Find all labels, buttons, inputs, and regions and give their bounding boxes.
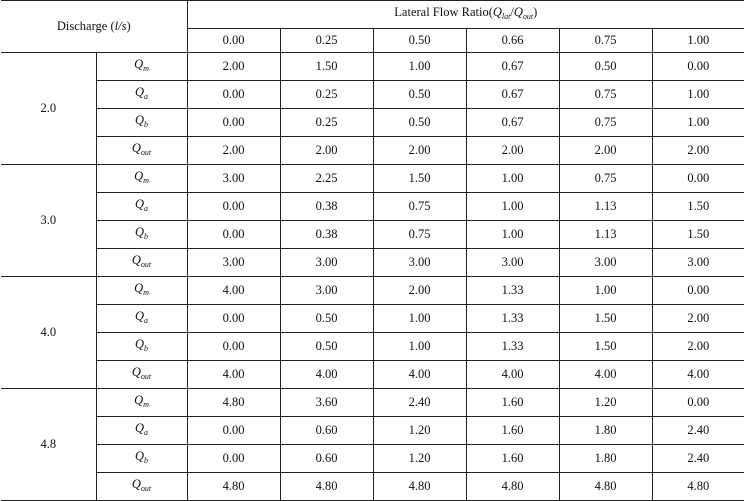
table-cell: 4.00 [373,361,466,389]
flow-symbol: Q [134,309,145,323]
table-row [1,137,744,165]
flow-symbol: Q [134,85,145,99]
table-cell: 3.60 [280,389,373,417]
table-cell: 0.75 [373,193,466,221]
table-cell: 2.00 [559,137,652,165]
flow-symbol: Q [134,197,145,211]
table-row [1,249,744,277]
flow-symbol-cell [96,305,187,333]
table-row [1,361,744,389]
flow-symbol: Q [134,449,145,463]
flow-symbol-cell [96,221,187,249]
table-cell: 0.50 [373,81,466,109]
table-cell: 1.20 [373,417,466,445]
flow-symbol-subscript: m [143,176,149,185]
flow-symbol-cell [96,249,187,277]
table-cell: 4.80 [373,473,466,501]
table-cell: 0.00 [187,445,280,473]
table-cell: 1.60 [466,417,559,445]
flow-symbol-cell [96,53,187,81]
discharge-value: 2.0 [1,53,96,165]
table-cell: 1.00 [466,193,559,221]
header-row-1 [1,1,744,29]
flow-symbol-subscript: b [144,232,149,241]
flow-symbol: Q [131,141,141,155]
table-cell: 2.40 [373,389,466,417]
flow-symbol-subscript: b [144,120,149,129]
table-cell: 2.00 [187,53,280,81]
ratio-column-header: 0.00 [187,29,280,53]
table-row [1,389,744,417]
table-cell: 0.00 [187,109,280,137]
table-cell: 0.00 [187,417,280,445]
flow-symbol-cell [96,109,187,137]
flow-symbol: Q [134,337,145,351]
table-cell: 0.00 [652,165,744,193]
ratio-header-close: ) [533,5,538,19]
flow-symbol-cell [96,445,187,473]
discharge-value: 4.0 [1,277,96,389]
table-cell: 0.38 [280,221,373,249]
table-cell: 1.50 [280,53,373,81]
table-cell: 1.20 [559,389,652,417]
table-cell: 2.00 [187,137,280,165]
flow-symbol-cell [96,81,187,109]
flow-symbol-cell [96,333,187,361]
table-row [1,165,744,193]
table-cell: 4.00 [652,361,744,389]
table-cell: 1.50 [652,221,744,249]
flow-symbol-subscript: a [144,92,149,101]
lateral-flow-ratio-header [187,1,744,29]
table-cell: 1.13 [559,221,652,249]
flow-symbol-cell [96,389,187,417]
table-cell: 0.50 [280,333,373,361]
table-cell: 4.00 [559,361,652,389]
table-row [1,81,744,109]
table-cell: 2.25 [280,165,373,193]
ratio-header-numerator: Q [492,5,502,19]
table-cell: 1.00 [466,165,559,193]
flow-symbol-subscript: a [144,204,149,213]
table-cell: 0.00 [652,389,744,417]
table-cell: 1.50 [559,305,652,333]
flow-symbol-subscript: a [144,316,149,325]
table-cell: 0.00 [652,277,744,305]
flow-symbol-cell [96,473,187,501]
table-cell: 1.00 [559,277,652,305]
table-row [1,445,744,473]
table-cell: 3.00 [280,249,373,277]
flow-symbol: Q [134,225,145,239]
table-cell: 1.50 [373,165,466,193]
table-cell: 0.60 [280,417,373,445]
table-cell: 4.80 [559,473,652,501]
table-cell: 1.00 [373,53,466,81]
table-cell: 0.00 [187,81,280,109]
ratio-column-header: 0.66 [466,29,559,53]
table-row [1,221,744,249]
table-cell: 1.00 [373,333,466,361]
table-row [1,109,744,137]
flow-symbol: Q [134,281,144,295]
table-cell: 4.00 [280,361,373,389]
table-cell: 3.00 [652,249,744,277]
table-cell: 4.80 [466,473,559,501]
table-cell: 0.38 [280,193,373,221]
ratio-header-denominator-sub: out [522,12,534,21]
table-cell: 4.80 [280,473,373,501]
ratio-column-header: 0.50 [373,29,466,53]
table-cell: 4.00 [187,277,280,305]
table-cell: 1.00 [373,305,466,333]
table-cell: 0.00 [187,221,280,249]
table-row [1,193,744,221]
ratio-header-denominator: Q [513,5,523,19]
table-cell: 0.25 [280,109,373,137]
table-cell: 4.00 [187,361,280,389]
discharge-header [1,1,187,53]
flow-symbol: Q [134,421,145,435]
table-cell: 1.33 [466,333,559,361]
table-cell: 0.75 [559,81,652,109]
flow-symbol: Q [134,57,144,71]
table-cell: 3.00 [466,249,559,277]
table-cell: 2.00 [652,305,744,333]
ratio-column-header: 0.75 [559,29,652,53]
table-cell: 1.80 [559,445,652,473]
flow-symbol-subscript: out [140,148,152,157]
table-cell: 0.00 [187,193,280,221]
table-cell: 0.00 [652,53,744,81]
flow-symbol-cell [96,193,187,221]
table-cell: 0.50 [280,305,373,333]
table-cell: 3.00 [280,277,373,305]
flow-symbol-subscript: b [144,344,149,353]
ratio-header-label: Lateral Flow Ratio( [394,5,493,19]
table-cell: 1.60 [466,389,559,417]
table-cell: 0.25 [280,81,373,109]
table-cell: 0.67 [466,53,559,81]
flow-symbol: Q [134,113,145,127]
ratio-column-header: 1.00 [652,29,744,53]
flow-symbol-cell [96,277,187,305]
table-cell: 1.13 [559,193,652,221]
table-cell: 2.00 [652,137,744,165]
table-cell: 2.00 [373,277,466,305]
flow-symbol-subscript: out [140,260,152,269]
table-cell: 1.50 [559,333,652,361]
table-cell: 4.80 [652,473,744,501]
table-cell: 0.67 [466,109,559,137]
table-cell: 4.00 [466,361,559,389]
table-cell: 1.33 [466,305,559,333]
flow-symbol-subscript: m [143,400,149,409]
table-cell: 2.40 [652,445,744,473]
table-cell: 1.00 [652,109,744,137]
flow-symbol: Q [134,169,144,183]
table-cell: 0.75 [559,165,652,193]
flow-symbol-subscript: out [140,484,152,493]
table-cell: 3.00 [373,249,466,277]
flow-symbol: Q [134,393,144,407]
table-cell: 0.60 [280,445,373,473]
ratio-column-header: 0.25 [280,29,373,53]
table-row [1,277,744,305]
flow-symbol-subscript: b [144,456,149,465]
table-cell: 0.00 [187,333,280,361]
discharge-value: 4.8 [1,389,96,501]
table-cell: 1.00 [652,81,744,109]
table-cell: 2.00 [373,137,466,165]
table-cell: 4.80 [187,473,280,501]
table-cell: 0.67 [466,81,559,109]
table-row [1,473,744,501]
ratio-header-separator: / [510,5,514,19]
table-cell: 0.75 [559,109,652,137]
table-row [1,305,744,333]
table-cell: 0.50 [559,53,652,81]
table-cell: 1.33 [466,277,559,305]
table-row [1,333,744,361]
discharge-header-close: ) [126,19,131,33]
table-cell: 0.50 [373,109,466,137]
flow-symbol-subscript: a [144,428,149,437]
table-cell: 3.00 [559,249,652,277]
ratio-header-numerator-sub: lat [501,12,511,21]
table-cell: 4.80 [187,389,280,417]
table-cell: 1.00 [466,221,559,249]
flow-symbol-subscript: out [140,372,152,381]
table-cell: 0.00 [187,305,280,333]
table-cell: 1.20 [373,445,466,473]
table-cell: 1.50 [652,193,744,221]
table-cell: 2.00 [466,137,559,165]
discharge-header-unit: l/s [114,19,127,33]
table-body [1,53,744,501]
flow-symbol-cell [96,361,187,389]
table-row [1,53,744,81]
flow-symbol: Q [131,365,141,379]
flow-symbol-subscript: m [143,64,149,73]
table-cell: 2.00 [280,137,373,165]
flow-symbol-cell [96,165,187,193]
discharge-value: 3.0 [1,165,96,277]
table-cell: 0.75 [373,221,466,249]
table-cell: 1.80 [559,417,652,445]
table-cell: 3.00 [187,165,280,193]
discharge-header-label: Discharge ( [56,19,115,33]
flow-ratio-table [1,0,744,501]
table-cell: 3.00 [187,249,280,277]
table-cell: 1.60 [466,445,559,473]
flow-symbol: Q [131,253,141,267]
flow-symbol-subscript: m [143,288,149,297]
flow-symbol-cell [96,137,187,165]
table-cell: 2.40 [652,417,744,445]
table-cell: 2.00 [652,333,744,361]
flow-symbol: Q [131,477,141,491]
